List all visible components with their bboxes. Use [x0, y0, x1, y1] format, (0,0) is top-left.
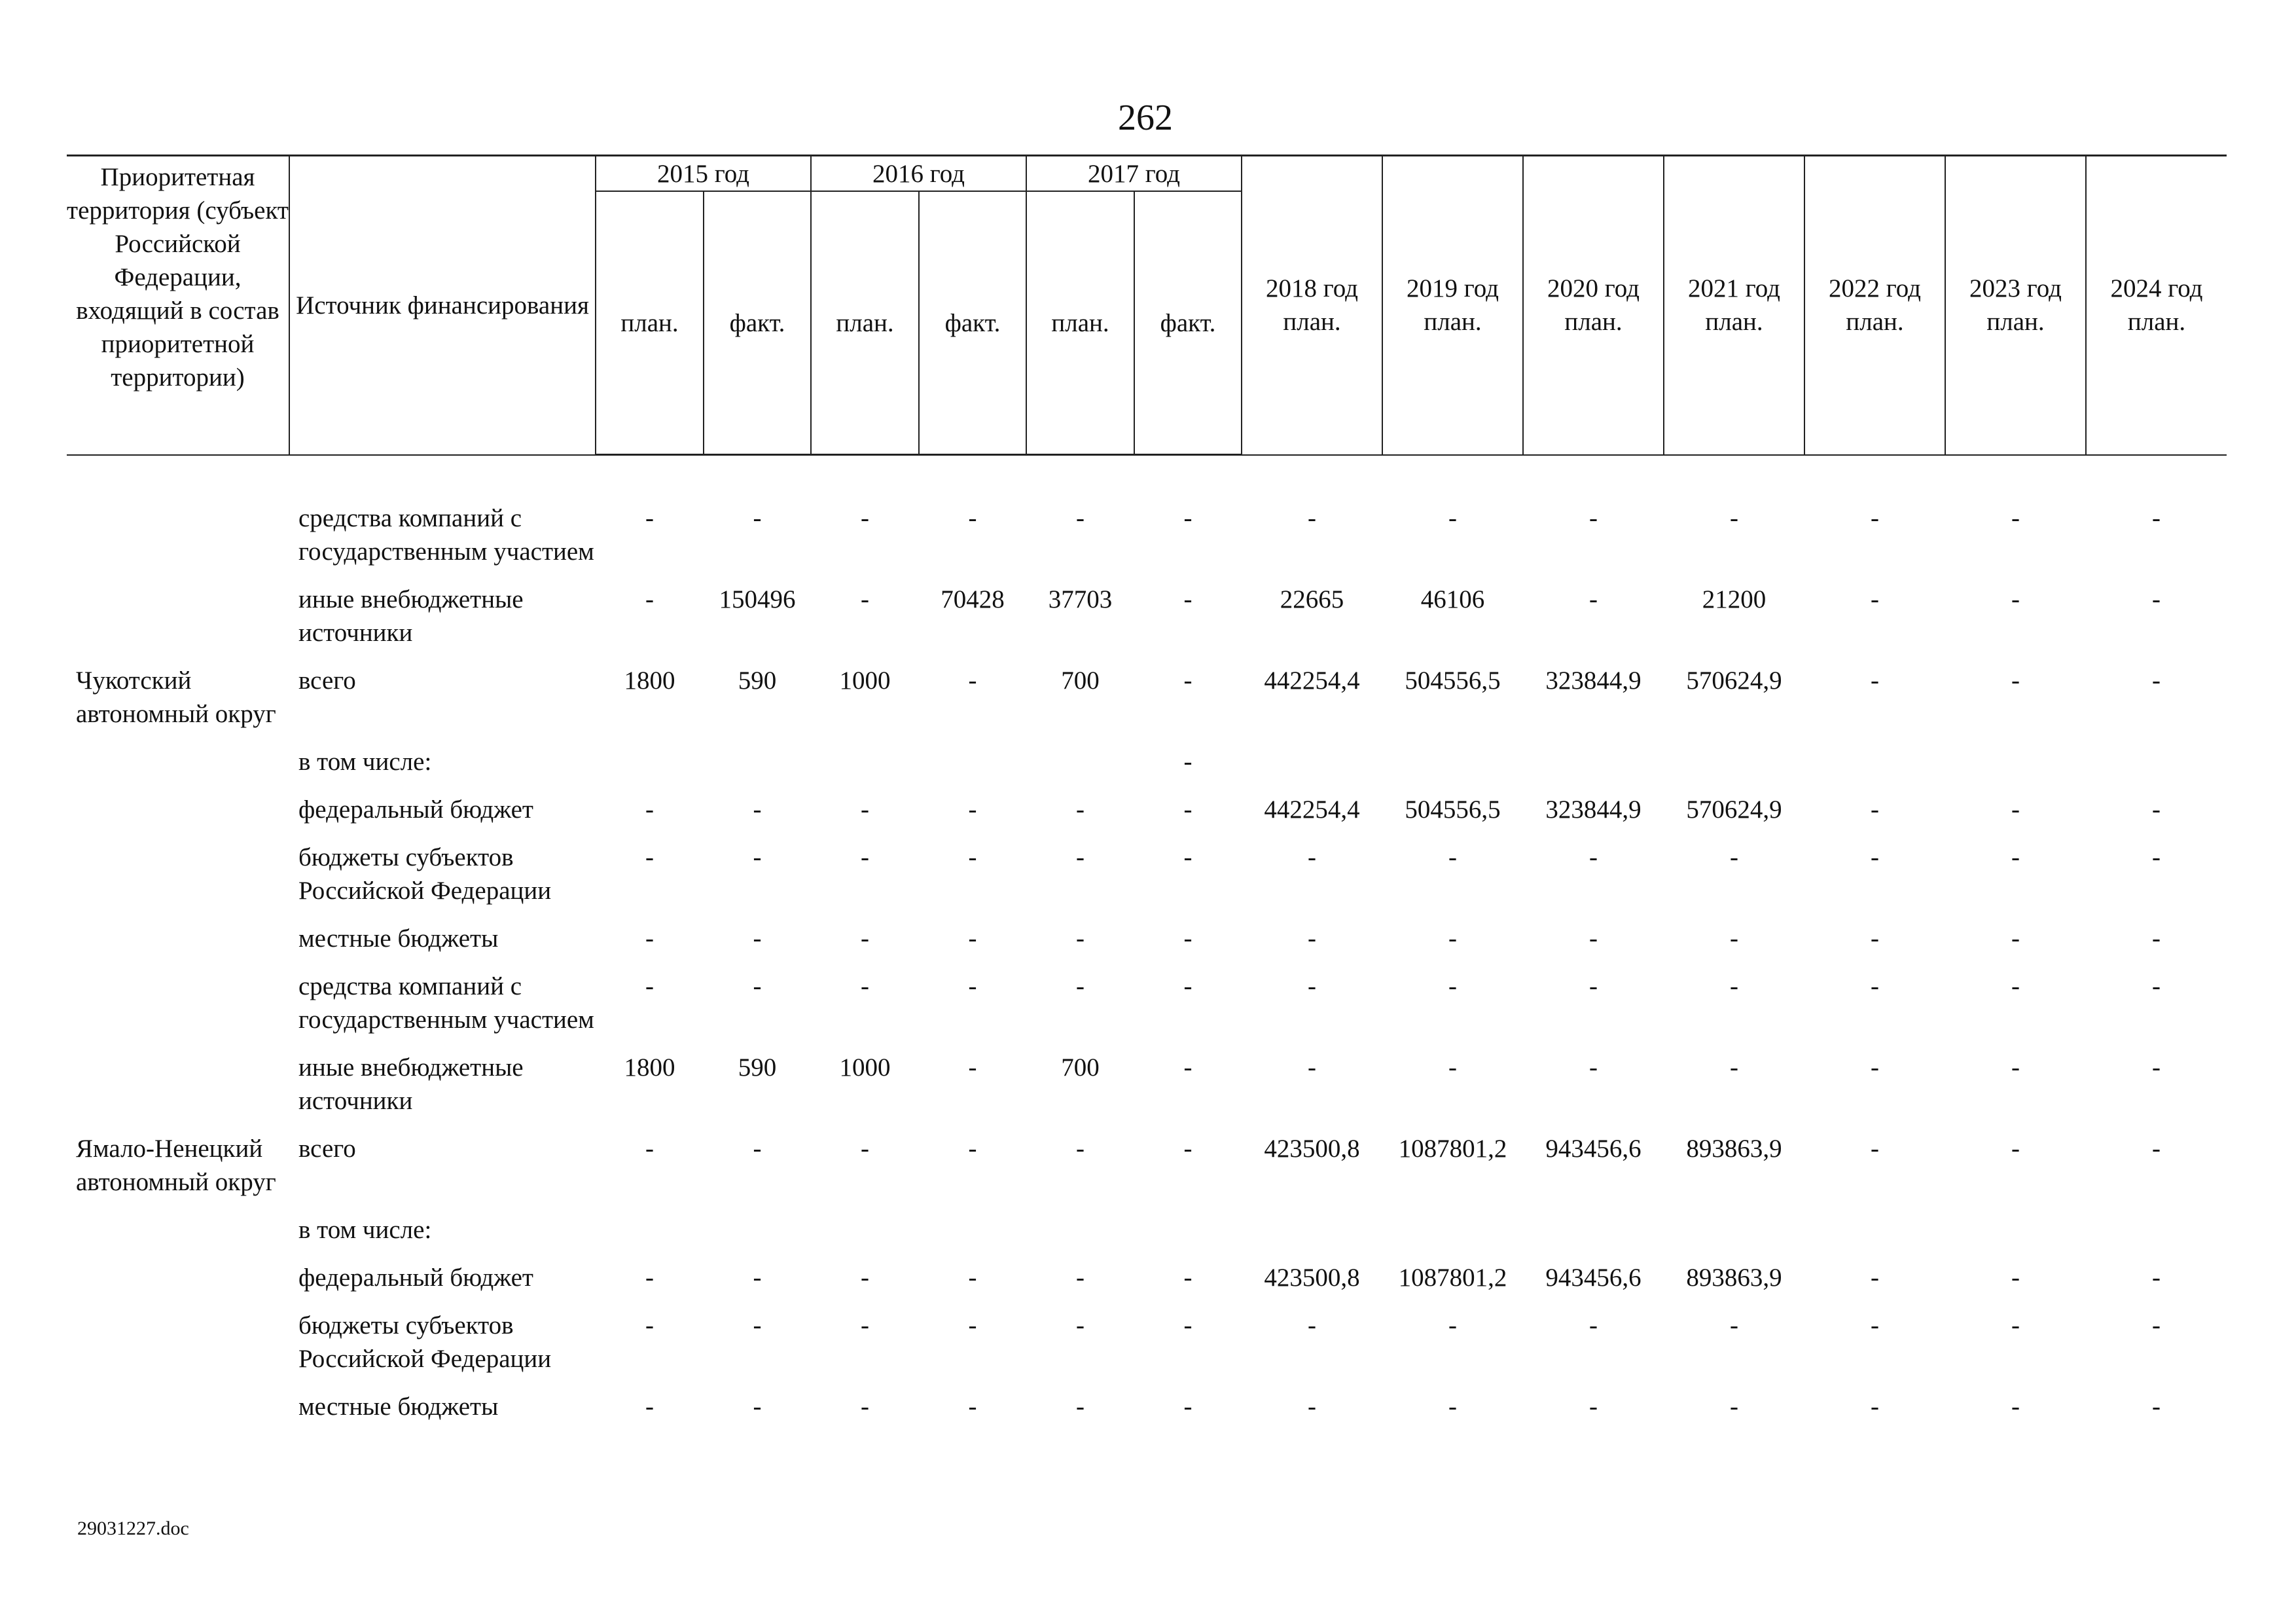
- value-cell: -: [1730, 843, 1738, 871]
- value-cell: -: [1076, 843, 1085, 871]
- value-cell: -: [968, 924, 977, 953]
- value-cell: [1945, 739, 2086, 786]
- territory-cell: [67, 1302, 289, 1383]
- value-cell: -: [753, 972, 762, 1000]
- value-cell: 700: [1061, 666, 1100, 695]
- value-cell: -: [2011, 972, 2020, 1000]
- source-cell: в том числе:: [298, 748, 432, 776]
- value-cell: 1800: [624, 666, 675, 695]
- value-cell: -: [861, 504, 869, 532]
- value-cell: [2086, 1207, 2227, 1254]
- header-year-2017: 2017 год: [1026, 156, 1242, 192]
- territory-cell: Ямало-Ненецкий автономный округ: [76, 1135, 276, 1196]
- header-year-2016: 2016 год: [811, 156, 1026, 192]
- territory-cell: [67, 576, 289, 657]
- territory-cell: [67, 1254, 289, 1302]
- value-cell: [919, 739, 1026, 786]
- value-cell: -: [1183, 972, 1193, 1000]
- document-filename: 29031227.doc: [77, 1518, 189, 1539]
- source-cell: местные бюджеты: [298, 924, 499, 953]
- value-cell: -: [1183, 1311, 1193, 1340]
- value-cell: -: [753, 843, 762, 871]
- source-cell: средства компаний с государственным участием: [298, 972, 594, 1034]
- territory-cell: [67, 786, 289, 834]
- value-cell: [1523, 739, 1664, 786]
- territory-cell: [67, 1383, 289, 1431]
- value-cell: -: [1871, 1135, 1879, 1163]
- value-cell: -: [968, 795, 977, 824]
- header-year-2015: 2015 год: [596, 156, 811, 192]
- value-cell: -: [1589, 585, 1598, 613]
- value-cell: -: [1448, 1393, 1457, 1421]
- value-cell: -: [1308, 1393, 1316, 1421]
- value-cell: -: [1448, 1053, 1457, 1082]
- value-cell: [1382, 1207, 1523, 1254]
- value-cell: -: [1308, 972, 1316, 1000]
- value-cell: 570624,9: [1686, 666, 1782, 695]
- value-cell: [919, 1207, 1026, 1254]
- value-cell: -: [1871, 585, 1879, 613]
- header-year-2023: 2023 год план.: [1945, 156, 2086, 455]
- value-cell: 150496: [719, 585, 796, 613]
- value-cell: -: [1589, 504, 1598, 532]
- value-cell: 590: [738, 666, 777, 695]
- value-cell: -: [2152, 1393, 2161, 1421]
- territory-cell: Чукотский автономный округ: [76, 666, 276, 728]
- value-cell: [1026, 739, 1134, 786]
- value-cell: -: [1308, 924, 1316, 953]
- table-row: [67, 1207, 2227, 1254]
- value-cell: -: [1183, 924, 1193, 953]
- header-year-2022: 2022 год план.: [1804, 156, 1945, 455]
- source-cell: всего: [298, 666, 356, 695]
- value-cell: -: [1871, 504, 1879, 532]
- value-cell: -: [645, 1264, 654, 1292]
- header-2016-fact: факт.: [919, 191, 1026, 455]
- territory-cell: [67, 495, 289, 576]
- source-cell: средства компаний с государственным участием: [298, 504, 594, 566]
- value-cell: -: [1589, 972, 1598, 1000]
- value-cell: -: [1448, 924, 1457, 953]
- value-cell: -: [1183, 1135, 1193, 1163]
- value-cell: -: [1076, 1311, 1085, 1340]
- value-cell: -: [2152, 1135, 2161, 1163]
- value-cell: -: [2011, 843, 2020, 871]
- table-row: [67, 657, 2227, 739]
- header-year-2018: 2018 год план.: [1242, 156, 1382, 455]
- value-cell: -: [2011, 585, 2020, 613]
- value-cell: -: [1871, 1393, 1879, 1421]
- value-cell: -: [968, 1135, 977, 1163]
- value-cell: 423500,8: [1264, 1264, 1360, 1292]
- value-cell: -: [645, 843, 654, 871]
- value-cell: -: [968, 1053, 977, 1082]
- value-cell: -: [1076, 1135, 1085, 1163]
- table-row: [67, 495, 2227, 576]
- territory-cell: [67, 834, 289, 915]
- value-cell: -: [753, 1311, 762, 1340]
- page-number: 262: [1118, 98, 1173, 138]
- value-cell: -: [861, 1311, 869, 1340]
- value-cell: -: [2152, 795, 2161, 824]
- value-cell: -: [1076, 924, 1085, 953]
- value-cell: -: [2152, 666, 2161, 695]
- value-cell: -: [1076, 1393, 1085, 1421]
- territory-cell: [67, 739, 289, 786]
- value-cell: [1664, 1207, 1804, 1254]
- value-cell: -: [2152, 843, 2161, 871]
- value-cell: [1382, 739, 1523, 786]
- value-cell: -: [1730, 1393, 1738, 1421]
- table-row: [67, 963, 2227, 1044]
- value-cell: 22665: [1280, 585, 1344, 613]
- value-cell: [704, 1207, 811, 1254]
- value-cell: [1242, 739, 1382, 786]
- value-cell: -: [2011, 1393, 2020, 1421]
- value-cell: [1134, 1207, 1242, 1254]
- value-cell: -: [968, 1264, 977, 1292]
- value-cell: [596, 1207, 704, 1254]
- value-cell: -: [2011, 504, 2020, 532]
- value-cell: -: [1730, 1053, 1738, 1082]
- value-cell: -: [2011, 795, 2020, 824]
- value-cell: -: [2152, 924, 2161, 953]
- value-cell: -: [861, 924, 869, 953]
- header-2017-plan: план.: [1026, 191, 1134, 455]
- value-cell: -: [968, 843, 977, 871]
- value-cell: -: [1589, 924, 1598, 953]
- financing-table: [67, 155, 2227, 1431]
- value-cell: 570624,9: [1686, 795, 1782, 824]
- header-year-2024: 2024 год план.: [2086, 156, 2227, 455]
- value-cell: -: [1183, 1393, 1193, 1421]
- value-cell: 1000: [839, 1053, 891, 1082]
- value-cell: 442254,4: [1264, 666, 1360, 695]
- table-row: [67, 739, 2227, 786]
- value-cell: [1242, 1207, 1382, 1254]
- value-cell: -: [1871, 1264, 1879, 1292]
- value-cell: -: [2152, 1311, 2161, 1340]
- value-cell: -: [1871, 1311, 1879, 1340]
- value-cell: -: [1183, 843, 1193, 871]
- value-cell: -: [2011, 924, 2020, 953]
- value-cell: -: [861, 1135, 869, 1163]
- value-cell: 700: [1061, 1053, 1100, 1082]
- value-cell: -: [753, 1264, 762, 1292]
- value-cell: -: [1589, 1393, 1598, 1421]
- value-cell: -: [1871, 843, 1879, 871]
- value-cell: -: [861, 795, 869, 824]
- table-row: [67, 786, 2227, 834]
- value-cell: -: [861, 972, 869, 1000]
- value-cell: [1523, 1207, 1664, 1254]
- value-cell: -: [1871, 795, 1879, 824]
- value-cell: 46106: [1420, 585, 1485, 613]
- value-cell: -: [1076, 1264, 1085, 1292]
- value-cell: -: [1308, 1311, 1316, 1340]
- value-cell: -: [1308, 504, 1316, 532]
- header-2016-plan: план.: [811, 191, 919, 455]
- territory-cell: [67, 963, 289, 1044]
- value-cell: 1000: [839, 666, 891, 695]
- value-cell: -: [645, 1393, 654, 1421]
- value-cell: 423500,8: [1264, 1135, 1360, 1163]
- value-cell: [1804, 1207, 1945, 1254]
- value-cell: -: [1183, 585, 1193, 613]
- value-cell: -: [1183, 748, 1193, 776]
- value-cell: -: [1730, 1311, 1738, 1340]
- value-cell: -: [645, 1311, 654, 1340]
- value-cell: [1804, 739, 1945, 786]
- value-cell: -: [1448, 1311, 1457, 1340]
- value-cell: -: [861, 1393, 869, 1421]
- value-cell: -: [645, 504, 654, 532]
- value-cell: -: [1076, 795, 1085, 824]
- value-cell: -: [1183, 795, 1193, 824]
- value-cell: -: [753, 504, 762, 532]
- value-cell: -: [2011, 1264, 2020, 1292]
- value-cell: -: [861, 1264, 869, 1292]
- value-cell: -: [1871, 1053, 1879, 1082]
- value-cell: -: [2011, 666, 2020, 695]
- value-cell: -: [1308, 843, 1316, 871]
- value-cell: -: [1183, 1264, 1193, 1292]
- territory-cell: [67, 915, 289, 963]
- value-cell: -: [1589, 843, 1598, 871]
- value-cell: -: [968, 1393, 977, 1421]
- value-cell: -: [2011, 1053, 2020, 1082]
- value-cell: [596, 739, 704, 786]
- header-2015-plan: план.: [596, 191, 704, 455]
- value-cell: 1087801,2: [1398, 1264, 1507, 1292]
- source-cell: в том числе:: [298, 1216, 432, 1244]
- table-row: [67, 1302, 2227, 1383]
- value-cell: [811, 739, 919, 786]
- value-cell: [1945, 1207, 2086, 1254]
- value-cell: -: [861, 843, 869, 871]
- source-cell: бюджеты субъектов Российской Федерации: [298, 843, 552, 905]
- value-cell: 323844,9: [1545, 795, 1641, 824]
- value-cell: -: [1589, 1053, 1598, 1082]
- source-cell: иные внебюджетные источники: [298, 1053, 524, 1115]
- value-cell: -: [1308, 1053, 1316, 1082]
- value-cell: -: [2011, 1135, 2020, 1163]
- value-cell: -: [2152, 504, 2161, 532]
- value-cell: -: [2011, 1311, 2020, 1340]
- value-cell: 37703: [1048, 585, 1113, 613]
- value-cell: -: [968, 504, 977, 532]
- value-cell: -: [1448, 843, 1457, 871]
- value-cell: 442254,4: [1264, 795, 1360, 824]
- value-cell: 943456,6: [1545, 1264, 1641, 1292]
- value-cell: -: [1871, 972, 1879, 1000]
- source-cell: федеральный бюджет: [298, 795, 533, 824]
- table-row: [67, 915, 2227, 963]
- table-row: [67, 576, 2227, 657]
- territory-cell: [67, 1044, 289, 1125]
- value-cell: -: [645, 585, 654, 613]
- value-cell: -: [1076, 972, 1085, 1000]
- value-cell: [1664, 739, 1804, 786]
- header-2015-fact: факт.: [704, 191, 811, 455]
- value-cell: -: [968, 972, 977, 1000]
- value-cell: -: [1871, 924, 1879, 953]
- source-cell: бюджеты субъектов Российской Федерации: [298, 1311, 552, 1373]
- header-2017-fact: факт.: [1134, 191, 1242, 455]
- value-cell: -: [1730, 972, 1738, 1000]
- value-cell: -: [1730, 504, 1738, 532]
- source-cell: всего: [298, 1135, 356, 1163]
- header-year-2019: 2019 год план.: [1382, 156, 1523, 455]
- value-cell: -: [1076, 504, 1085, 532]
- value-cell: 1087801,2: [1398, 1135, 1507, 1163]
- value-cell: 504556,5: [1405, 666, 1501, 695]
- value-cell: -: [2152, 972, 2161, 1000]
- table-row: [67, 1383, 2227, 1431]
- value-cell: 21200: [1702, 585, 1767, 613]
- table-header: [67, 156, 2227, 455]
- value-cell: -: [645, 1135, 654, 1163]
- value-cell: -: [753, 1135, 762, 1163]
- header-territory: Приоритетная территория (субъект Российской Федерации, входящий в состав приоритетной территории): [67, 156, 289, 455]
- value-cell: [2086, 739, 2227, 786]
- value-cell: 70428: [941, 585, 1005, 613]
- source-cell: иные внебюджетные источники: [298, 585, 524, 647]
- value-cell: 943456,6: [1545, 1135, 1641, 1163]
- value-cell: -: [753, 924, 762, 953]
- value-cell: -: [1448, 504, 1457, 532]
- table-body: [67, 455, 2227, 1432]
- header-source: Источник финансирования: [289, 156, 596, 455]
- value-cell: -: [968, 666, 977, 695]
- value-cell: -: [861, 585, 869, 613]
- territory-cell: [67, 1207, 289, 1254]
- value-cell: -: [1183, 666, 1193, 695]
- value-cell: [704, 739, 811, 786]
- value-cell: -: [2152, 1264, 2161, 1292]
- value-cell: 590: [738, 1053, 777, 1082]
- value-cell: [1026, 1207, 1134, 1254]
- value-cell: -: [1871, 666, 1879, 695]
- value-cell: -: [1183, 504, 1193, 532]
- table-row: [67, 1125, 2227, 1207]
- value-cell: 893863,9: [1686, 1135, 1782, 1163]
- value-cell: -: [2152, 1053, 2161, 1082]
- source-cell: федеральный бюджет: [298, 1264, 533, 1292]
- value-cell: -: [645, 972, 654, 1000]
- table-row: [67, 834, 2227, 915]
- value-cell: -: [645, 924, 654, 953]
- value-cell: -: [968, 1311, 977, 1340]
- value-cell: -: [1589, 1311, 1598, 1340]
- header-year-2021: 2021 год план.: [1664, 156, 1804, 455]
- value-cell: [811, 1207, 919, 1254]
- value-cell: -: [1183, 1053, 1193, 1082]
- value-cell: -: [2152, 585, 2161, 613]
- value-cell: -: [1448, 972, 1457, 1000]
- value-cell: -: [645, 795, 654, 824]
- table-row: [67, 1044, 2227, 1125]
- value-cell: -: [1730, 924, 1738, 953]
- value-cell: 323844,9: [1545, 666, 1641, 695]
- value-cell: 1800: [624, 1053, 675, 1082]
- table-row: [67, 1254, 2227, 1302]
- header-year-2020: 2020 год план.: [1523, 156, 1664, 455]
- value-cell: -: [753, 795, 762, 824]
- value-cell: 893863,9: [1686, 1264, 1782, 1292]
- value-cell: 504556,5: [1405, 795, 1501, 824]
- source-cell: местные бюджеты: [298, 1393, 499, 1421]
- value-cell: -: [753, 1393, 762, 1421]
